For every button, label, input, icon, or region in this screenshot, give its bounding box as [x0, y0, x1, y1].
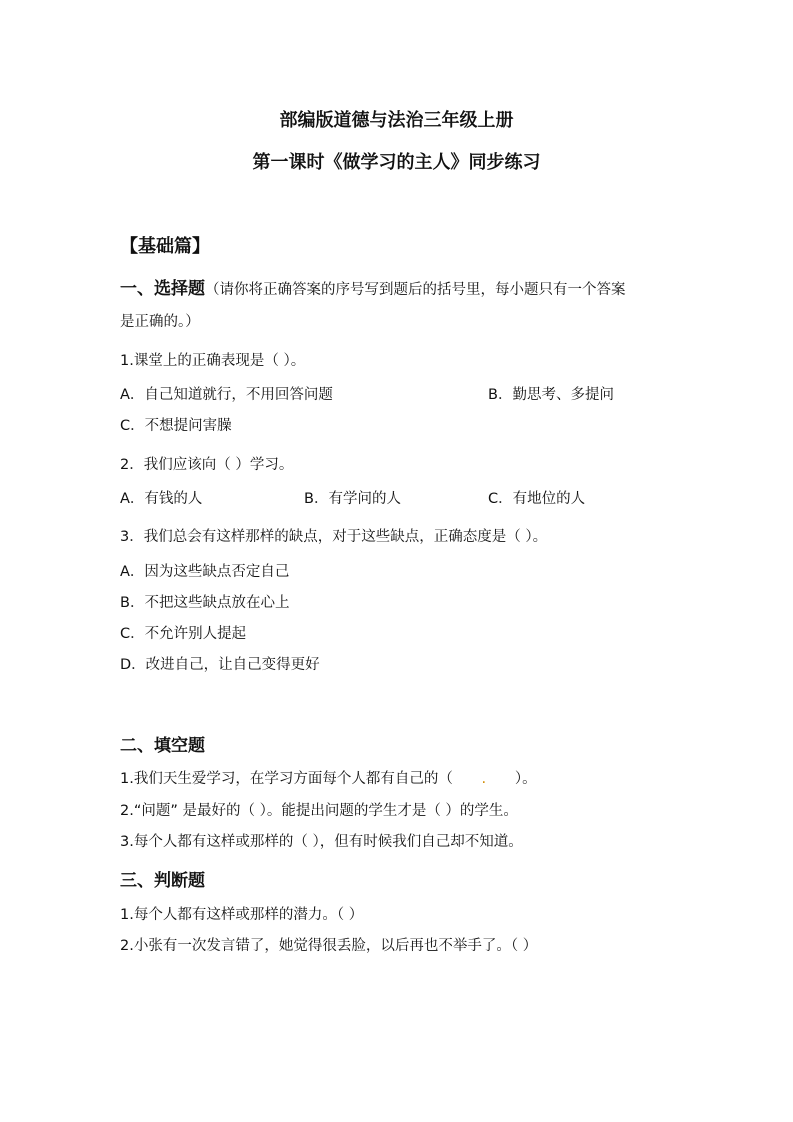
question-3-stem: 3．我们总会有这样那样的缺点，对于这些缺点，正确态度是（ ）。: [120, 529, 548, 545]
question-2-stem: 2．我们应该向（ ）学习。: [120, 457, 294, 473]
question-2-option-b: B．有学问的人: [304, 491, 401, 507]
fill-question-1: [120, 767, 537, 788]
question-3-option-c: C．不允许别人提起: [120, 626, 247, 642]
question-3-option-d: D．改进自己，让自己变得更好: [120, 657, 320, 673]
judge-question-1: 1.每个人都有这样或那样的潜力。（ ）: [120, 907, 364, 923]
fill-question-2: 2.“问题” 是最好的（ ）。能提出问题的学生才是（ ）的学生。: [120, 803, 518, 819]
document-title: 部编版道德与法治三年级上册: [279, 110, 514, 131]
question-3-option-a: A．因为这些缺点否定自己: [120, 564, 290, 580]
judge-question-2: 2.小张有一次发言错了，她觉得很丢脸，以后再也不举手了。（ ）: [120, 938, 538, 954]
basic-level-label: 【基础篇】: [120, 236, 210, 257]
question-3-option-b: B．不把这些缺点放在心上: [120, 595, 290, 611]
section-1-instruction-cont: 是正确的。）: [120, 314, 200, 330]
section-2-heading: 二、填空题: [120, 736, 205, 756]
fill-question-3: 3.每个人都有这样或那样的（ ），但有时候我们自己却不知道。: [120, 834, 523, 850]
fill-question-1-end: ）。: [514, 771, 537, 787]
section-1-heading-line: [120, 274, 626, 299]
question-1-option-c: C．不想提问害臊: [120, 418, 232, 434]
question-1-option-a: A．自己知道就行，不用回答问题: [120, 387, 333, 403]
question-2-option-c: C．有地位的人: [488, 491, 586, 507]
fill-question-1-mark: .: [481, 771, 487, 787]
section-1-instruction: （请你将正确答案的序号写到题后的括号里，每小题只有一个答案: [205, 282, 626, 298]
question-2-option-a: A．有钱的人: [120, 491, 203, 507]
question-1-stem: 1.课堂上的正确表现是（ ）。: [120, 353, 306, 369]
question-1-option-b: B．勤思考、多提问: [488, 387, 614, 403]
fill-question-1-text: 1.我们天生爱学习，在学习方面每个人都有自己的（: [120, 771, 453, 787]
section-3-heading: 三、判断题: [120, 871, 205, 891]
document-subtitle: 第一课时《做学习的主人》同步练习: [252, 152, 541, 173]
section-1-heading: 一、选择题: [120, 279, 205, 299]
